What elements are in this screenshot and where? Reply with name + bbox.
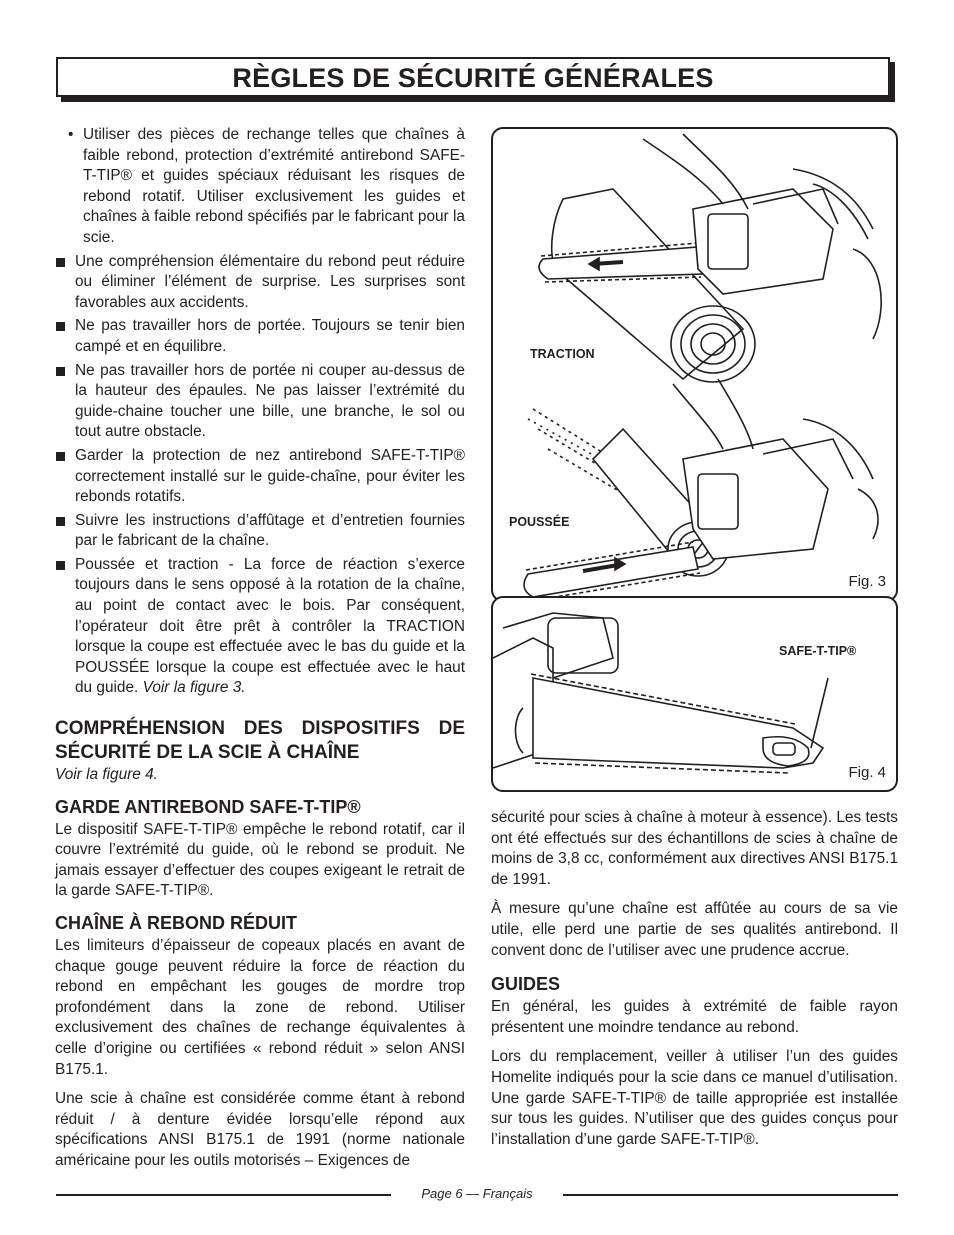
footer-rule [563,1194,898,1196]
paragraph: Les limiteurs d’épaisseur de copeaux placés en avant de chaque gouge peuvent réduire la force de réaction du rebond en empêchant les gouges de mordre trop profondément dans la zone de rebond. Utiliser exclusivement des chaînes de rechange équivalentes à celle d’origine ou certifiées « rebond réduit » selon ANSI B175.1. [55,937,465,1078]
right-column [491,808,898,1154]
list-item: • Utiliser des pièces de rechange telles que chaînes à faible rebond, protection d’extrémité antirebond SAFE-T-TIP® et guides spéciaux réduisant les risques de rebond rotatif. Utiliser exclusivement les guides et chaînes à faible rebond spécifiés par le fabricant pour la scie. [55,125,465,249]
figure-number: Fig. 4 [848,764,886,781]
safety-list [55,125,465,699]
poussee-label: POUSSÉE [509,515,570,529]
paragraph: Une scie à chaîne est considérée comme étant à rebond réduit / à denture évidée lorsqu’elle répond aux spécifications ANSI B175.1 de 1991 (norme nationale américaine pour les outils motorisés – Exigences de [55,1090,465,1169]
title-box [56,57,890,97]
section-heading: GARDE ANTIREBOND SAFE-T-TIP® [55,796,361,817]
figure-4 [491,596,898,792]
left-column [55,125,465,1176]
figure-reference: Voir la figure 4. [55,766,158,784]
list-item: Garder la protection de nez antirebond SAFE-T-TIP® correctement installé sur le guide-chaîne, pour éviter les rebonds rotatifs. [55,446,465,508]
safe-t-tip-label: SAFE-T-TIP® [779,644,857,658]
figure-3 [491,127,898,602]
paragraph: En général, les guides à extrémité de faible rayon présentent une moindre tendance au rebond. [491,998,898,1036]
figure-number: Fig. 3 [848,573,886,590]
paragraph: Lors du remplacement, veiller à utiliser l’un des guides Homelite indiqués pour la scie dans ce manuel d’utilisation. Une garde SAFE-T-TIP® de taille appropriée est installée sur tous les guides. N’utiliser que des guides conçus pour l’installation d’une garde SAFE-T-TIP®. [491,1048,898,1148]
paragraph: Le dispositif SAFE-T-TIP® empêche le rebond rotatif, car il couvre l’extrémité du guide, où le rebond se produit. Ne jamais essayer d’effectuer des coupes exigeant le retrait de la garde SAFE-T-TIP®. [55,820,465,900]
list-item: Ne pas travailler hors de portée. Toujours se tenir bien campé et en équilibre. [55,316,465,357]
page-title: RÈGLES DE SÉCURITÉ GÉNÉRALES [232,63,714,93]
section-heading: COMPRÉHENSION DES DISPOSITIFS DE SÉCURITÉ DE LA SCIE À CHAÎNE [55,718,465,764]
bar-tip-illustration [493,598,898,792]
paragraph: sécurité pour scies à chaîne à moteur à essence). Les tests ont été effectués sur des échantillons de scies à chaîne de moins de 3,8 cc, conformément aux directives ANSI B175.1 de 1991. [491,809,898,888]
chainsaw-illustration [493,129,898,602]
figure-reference: Voir la figure 3. [142,679,246,697]
list-item [55,555,465,699]
list-item: Suivre les instructions d’affûtage et d’entretien fournies par le fabricant de la chaîne. [55,511,465,552]
footer [56,1186,898,1206]
paragraph: À mesure qu’une chaîne est affûtée au cours de sa vie utile, elle perd une partie de ses qualités antirebond. Il convent donc de l’utiliser avec une prudence accrue. [491,900,898,959]
list-item-text: Poussée et traction - La force de réaction s’exerce toujours dans le sens opposé à la rotation de la chaîne, au point de contact avec le bois. Par conséquent, l’opérateur doit être prêt à contrôler la TRACTION lorsque la coupe est effectuée avec le bas du guide et la POUSSÉE lorsque la coupe est effectuée avec le haut du guide. [75,555,465,697]
list-item: Une compréhension élémentaire du rebond peut réduire ou éliminer l’élément de surprise. Les surprises sont favorables aux accidents. [55,252,465,314]
section-heading: GUIDES [491,974,561,995]
traction-label: TRACTION [530,347,595,361]
list-item: Ne pas travailler hors de portée ni couper au-dessus de la hauteur des épaules. Ne pas laisser l’extrémité du guide-chaine toucher une bille, une branche, le sol ou tout autre obstacle. [55,361,465,443]
page-number: Page 6 — Français [421,1186,533,1201]
section-heading: CHAÎNE À REBOND RÉDUIT [55,913,298,933]
